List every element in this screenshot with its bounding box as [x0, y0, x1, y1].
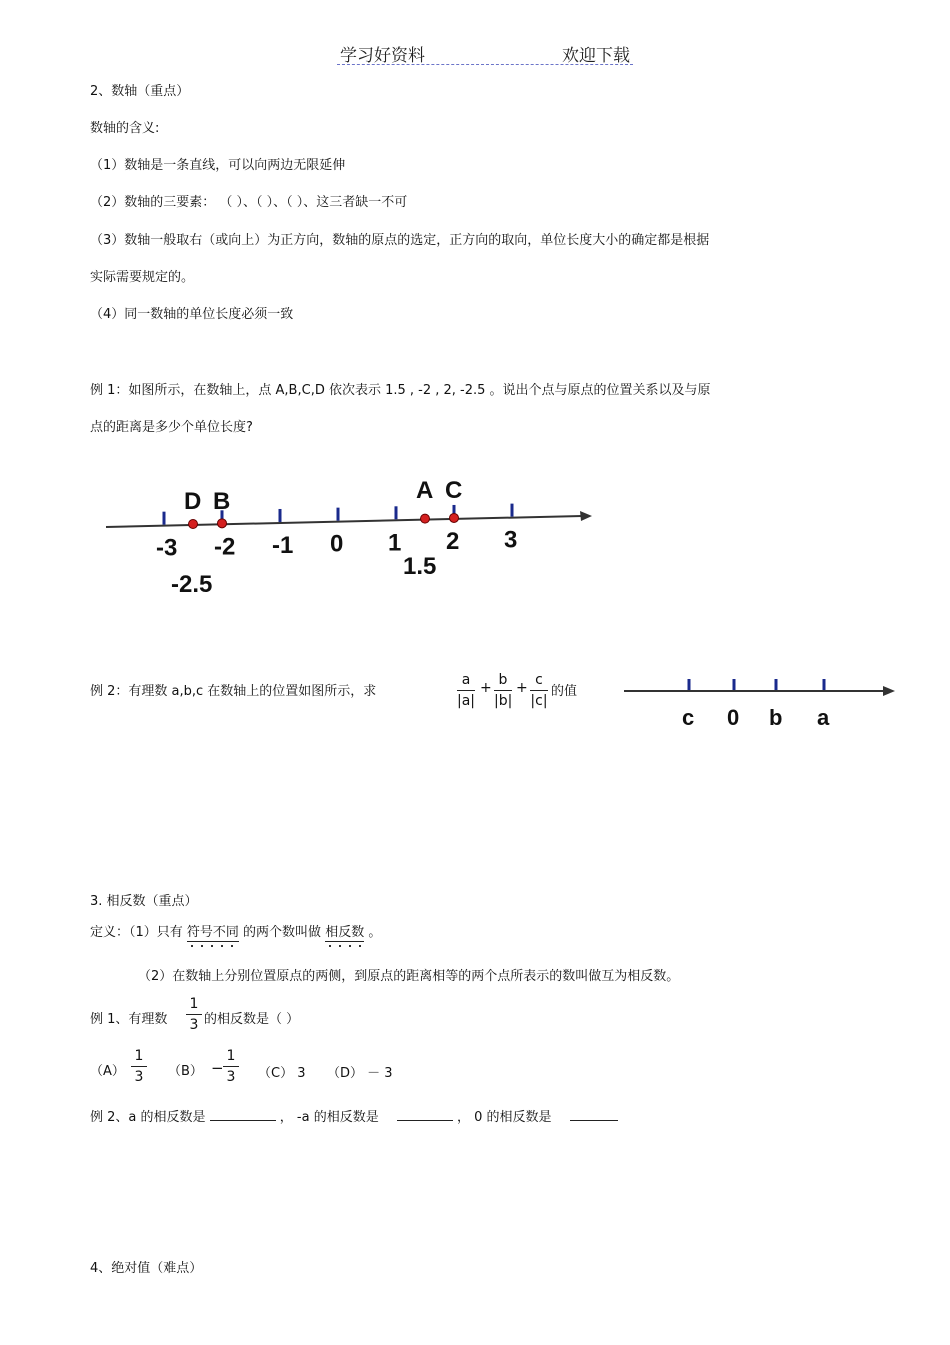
fraction-c-den: |c| [530, 693, 548, 709]
fraction-b-num: b [498, 672, 508, 688]
option-b-label: （B） [168, 1064, 203, 1079]
tick-label: -2 [214, 533, 236, 561]
option-a-fraction [131, 1048, 147, 1085]
fraction-c-num: c [535, 672, 543, 688]
definition-text: 定义：（1）只有 [90, 925, 187, 940]
answer-blank [210, 1108, 276, 1121]
option-b-sign: − [211, 1059, 224, 1077]
fraction-num: 1 [134, 1048, 144, 1064]
tick-label: 2 [446, 527, 460, 555]
axis-label: b [769, 705, 783, 730]
option-d: （D） － 3 [327, 1066, 393, 1081]
fraction-bar [131, 1066, 147, 1067]
example-2-text: ， 0 的相反数是 [457, 1110, 552, 1125]
fraction-a-den: |a| [457, 693, 476, 709]
axis-label: a [817, 705, 830, 730]
answer-blank [397, 1108, 453, 1121]
axis-line [106, 516, 582, 527]
example-2-text: ， -a 的相反数是 [279, 1110, 379, 1125]
axis-arrow [883, 686, 895, 696]
axis-label: 0 [727, 705, 740, 730]
point-marker [189, 519, 198, 528]
option-b-fraction [223, 1048, 239, 1085]
fraction-den: 3 [226, 1069, 236, 1085]
fraction-a-num: a [461, 672, 471, 688]
example-2-text: 例 2、a 的相反数是 [90, 1110, 206, 1125]
fraction-den: 3 [134, 1069, 144, 1085]
example-1-line-1: 例 1：如图所示，在数轴上，点 A,B,C,D 依次表示 1.5 , -2 , 2, -2.5 。说出个点与原点的位置关系以及与原 [90, 383, 711, 398]
fraction-bar [457, 690, 475, 691]
example-2-line [90, 1106, 618, 1125]
page-header [337, 40, 633, 65]
axis-label: c [682, 705, 695, 730]
point-value-label: -2.5 [171, 571, 213, 598]
plus-sign: + [516, 680, 528, 696]
section-2-title: 2、数轴（重点） [90, 84, 190, 99]
point-marker [218, 519, 227, 528]
point-marker [450, 513, 459, 522]
axis-arrow [580, 511, 592, 521]
point-2: （2）数轴的三要素： （ ）、（ ）、（ ）、这三者缺一不可 [90, 195, 408, 210]
fraction-bar [494, 690, 512, 691]
example-2-tail: 的值 [551, 684, 578, 699]
underlined-term: 符号不同 [186, 925, 239, 940]
example-1-prefix: 例 1、有理数 [90, 1012, 168, 1027]
definition-1 [90, 921, 381, 940]
tick-label: 3 [504, 526, 518, 554]
number-line-meaning: 数轴的含义: [90, 121, 160, 136]
point-label: C [445, 477, 463, 504]
definition-2: （2）在数轴上分别位置原点的两侧，到原点的距离相等的两个点所表示的数叫做互为相反数。 [138, 969, 680, 984]
answer-blank [570, 1108, 618, 1121]
fraction-num: 1 [226, 1048, 236, 1064]
fraction-a [457, 672, 475, 709]
point-label: D [184, 488, 202, 515]
tick-label: -1 [272, 531, 294, 559]
tick-label: 1 [388, 529, 402, 557]
fraction-num: 1 [189, 996, 199, 1012]
point-marker [421, 514, 430, 523]
point-value-label: 1.5 [403, 553, 437, 580]
option-a-label: （A） [90, 1064, 125, 1079]
tick-label: 0 [330, 530, 344, 558]
header-right: 欢迎下载 [562, 46, 630, 66]
number-line-diagram-1 [100, 470, 610, 600]
point-4: （4）同一数轴的单位长度必须一致 [90, 307, 294, 322]
tick-label: -3 [156, 534, 178, 562]
point-3-line-2: 实际需要规定的。 [90, 270, 195, 285]
fraction-bar [186, 1014, 202, 1015]
point-label: A [416, 477, 434, 504]
example-1-suffix: 的相反数是（ ） [204, 1012, 300, 1027]
fraction-den: 3 [189, 1017, 199, 1033]
fraction-b [494, 672, 512, 709]
number-line-diagram-2 [620, 670, 905, 735]
plus-sign: + [480, 680, 492, 696]
point-3-line-1: （3）数轴一般取右（或向上）为正方向，数轴的原点的选定，正方向的取向，单位长度大小的确定都是根据 [90, 233, 710, 248]
fraction-b-den: |b| [494, 693, 513, 709]
option-c: （C） 3 [258, 1066, 306, 1081]
definition-text: 。 [364, 925, 382, 940]
definition-text: 的两个数叫做 [238, 925, 326, 940]
example-2-text: 例 2：有理数 a,b,c 在数轴上的位置如图所示，求 [90, 684, 377, 699]
section-4-title: 4、绝对值（难点） [90, 1261, 203, 1276]
fraction-bar [530, 690, 548, 691]
fraction-c [530, 672, 548, 709]
fraction-one-third [186, 996, 202, 1033]
example-1-line-2: 点的距离是多少个单位长度? [90, 420, 253, 435]
point-label: B [213, 488, 231, 515]
header-left: 学习好资料 [340, 46, 425, 66]
fraction-bar [223, 1066, 239, 1067]
underlined-term: 相反数 [325, 925, 365, 940]
point-1: （1）数轴是一条直线，可以向两边无限延伸 [90, 158, 346, 173]
section-3-title: 3. 相反数（重点） [90, 894, 198, 909]
